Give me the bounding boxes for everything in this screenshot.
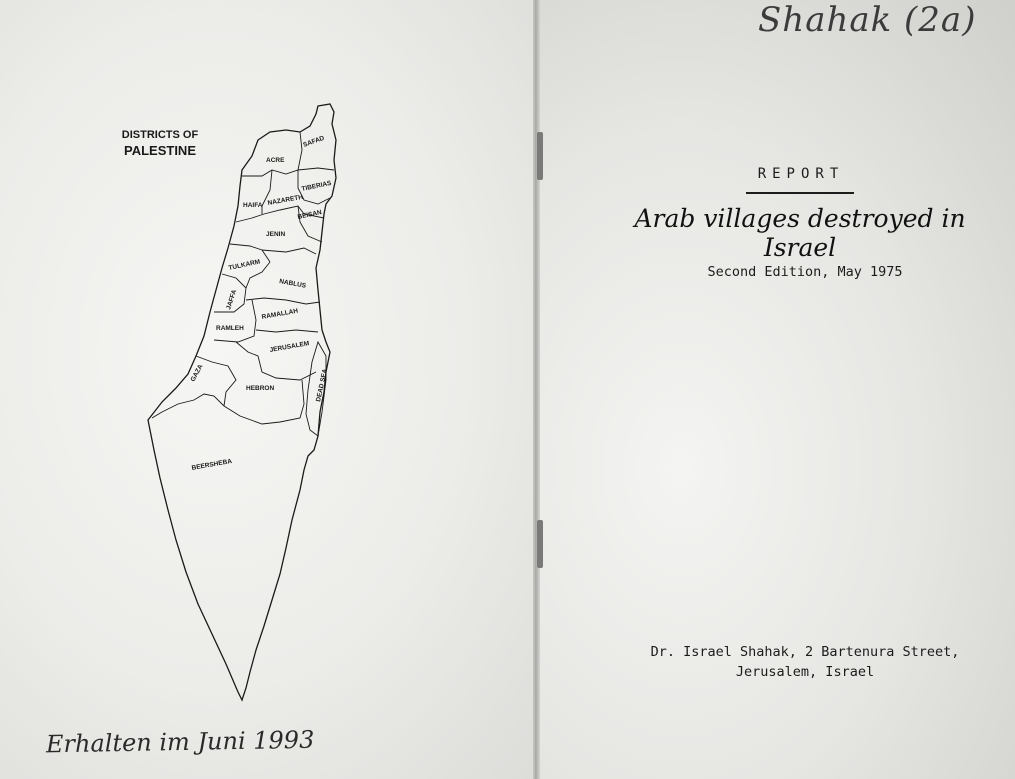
handwritten-annotation-bottom: Erhalten im Juni 1993 [45, 725, 315, 759]
district-label-safad: SAFAD [302, 134, 326, 149]
boundary-north-haifa [242, 168, 334, 176]
district-label-haifa: HAIFA [243, 202, 263, 209]
staple-bottom [537, 520, 543, 568]
boundary-ramleh-ramallah [214, 300, 256, 342]
edition-line: Second Edition, May 1975 [707, 264, 903, 280]
boundary-ramallah-jerusalem [256, 330, 318, 332]
district-boundaries [152, 132, 334, 436]
map-title-line1: DISTRICTS OF [121, 129, 199, 141]
district-label-nazareth: NAZARETH [267, 193, 304, 207]
author-address [600, 642, 1010, 682]
boundary-haifa-nazareth [262, 170, 272, 214]
report-underline [746, 192, 854, 194]
district-label-nablus: NABLUS [278, 278, 307, 290]
boundary-acre-safad [298, 132, 302, 170]
district-label-jenin: JENIN [266, 231, 286, 238]
handwritten-annotation-top: Shahak (2a) [758, 0, 977, 40]
district-label-jaffa: JAFFA [225, 288, 239, 311]
boundary-tulkarm-jaffa [222, 274, 246, 288]
boundary-tulkarm-jenin [230, 244, 270, 262]
district-label-beersheba: BEERSHEBA [191, 457, 233, 472]
map-title-line2: PALESTINE [124, 143, 196, 158]
boundary-gaza-beersheba [152, 394, 224, 418]
district-label-acre: ACRE [266, 157, 285, 164]
district-label-jerusalem: JERUSALEM [269, 340, 310, 354]
district-label-hebron: HEBRON [246, 385, 275, 392]
document-title: Arab villages destroyed in Israel [634, 204, 966, 262]
district-label-gaza: GAZA [189, 363, 205, 383]
district-label-ramallah: RAMALLAH [261, 307, 299, 321]
district-label-beisan: BEISAN [296, 209, 323, 221]
address-line1: Dr. Israel Shahak, 2 Bartenura Street, [650, 644, 960, 660]
boundary-nablus-ramallah [246, 298, 320, 304]
address-line2: Jerusalem, Israel [735, 664, 875, 680]
district-label-dead-sea: DEAD SEA [315, 368, 329, 403]
district-label-ramleh: RAMLEH [216, 325, 244, 332]
district-label-tulkarm: TULKARM [227, 258, 261, 272]
map-outline [148, 104, 336, 700]
staple-top [537, 132, 543, 180]
report-label: REPORT [757, 166, 845, 182]
district-label-tiberias: TIBERIAS [300, 179, 333, 193]
boundary-jenin-nablus [262, 248, 316, 254]
